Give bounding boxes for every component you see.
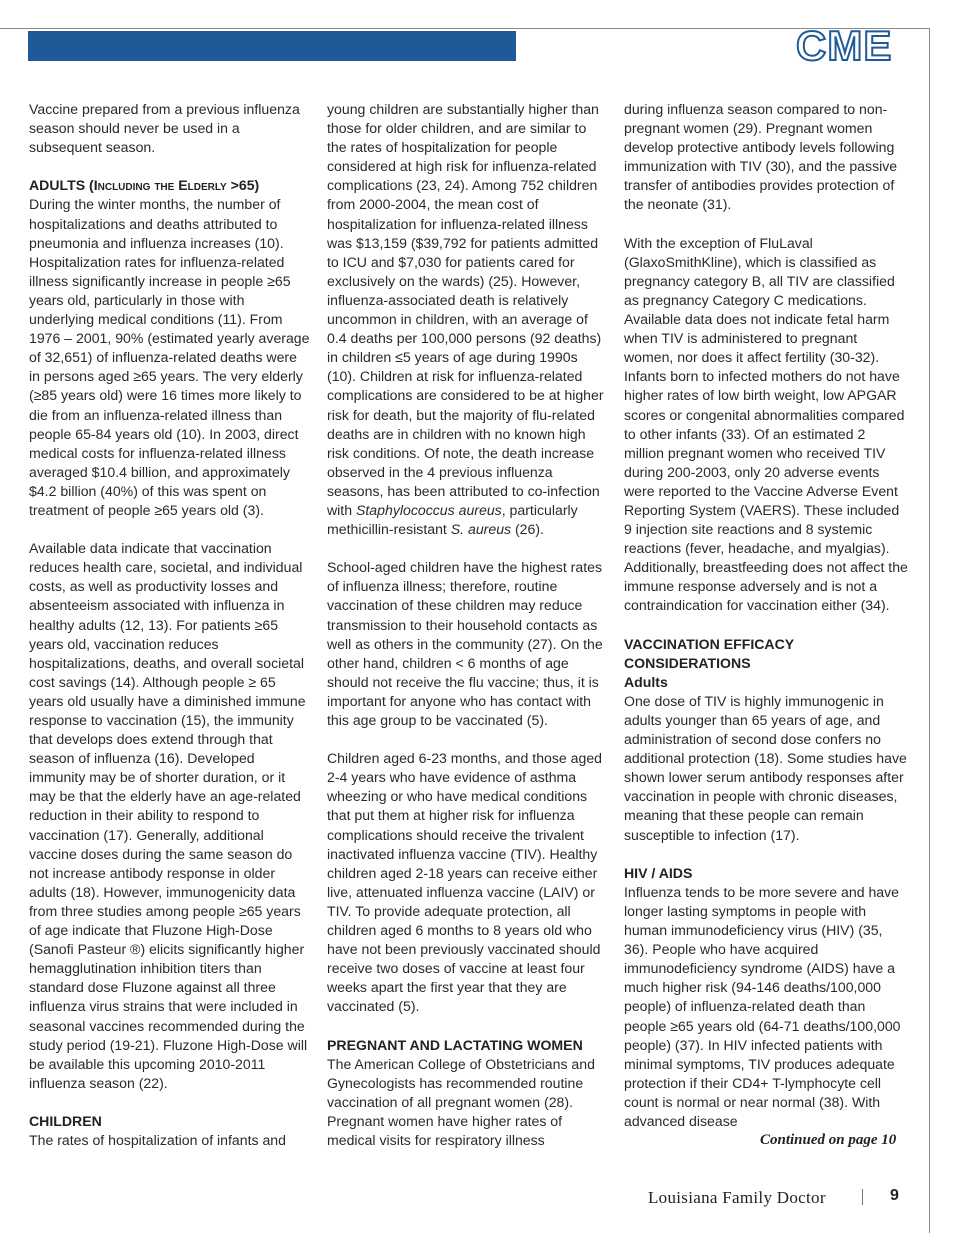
paragraph-children-start: The rates of hospitalization of infants and [29, 1132, 286, 1149]
column-1 [29, 100, 311, 1169]
column-3 [624, 100, 909, 1150]
paragraph-pregnant-start: The American College of Obstetricians and Gynecologists has recommended routine vaccination of all pregnant women (28). Pregnant women have higher rates of medical visits for respiratory illness [327, 1055, 595, 1149]
subheading-adults: Adults [624, 673, 668, 690]
right-margin-rule [929, 28, 930, 1233]
paragraph-children-aged: Children aged 6-23 months, and those aged 2-4 years who have evidence of asthma wheezing or who have medical conditions that put them at higher risk for influenza complications should receive the trivalent inactivated influenza vaccine (TIV). Healthy children aged 2-18 years can receive either live, attenuated influenza vaccine (LAIV) or TIV. To provide adequate protection, all children aged 6 months to 8 years old who have not been previously vaccinated should receive two doses of vaccine at least four weeks apart the first year that they are vaccinated (5). [327, 750, 603, 1015]
paragraph-intro: Vaccine prepared from a previous influenza season should never be used in a subsequent season. [29, 101, 300, 156]
paragraph-pregnant-cont: during influenza season compared to non-pregnant women (29). Pregnant women develop protective antibody levels following immunization with TIV (30), and the passive transfer of antibodies provides protection of the neonate (31). [624, 101, 898, 213]
heading-efficacy-line2: CONSIDERATIONS [624, 654, 751, 671]
subheading-hiv: HIV / AIDS [624, 864, 693, 881]
header-color-bar [28, 31, 516, 61]
paragraph-adults-2: Available data indicate that vaccination reduces health care, societal, and individual costs, as well as productivity losses and absenteeism associated with influenza in healthy adults (12, 13). For patients ≥65 years old, vaccination reduces hospitalizations, deaths, and overall societal cost savings (14). Although people ≥ 65 years old usually have a diminished immune response to vaccination (15), the immunity that develops does extend through that season of influenza (16). Developed immunity may be of shorter duration, or it may be that the elderly have an age-related reduction in their ability to respond to vaccination (17). Generally, additional vaccine doses during the same season do not increase antibody response in older adults (18). However, immunogenicity data from three studies among people ≥65 years of age indicate that Fluzone High-Dose (Sanofi Pasteur ®) elicits significantly higher hemagglutination inhibition titers than standard dose Fluzone against all three influenza virus strains that were included in seasonal vaccines recommended during the study period (19-21). Fluzone High-Dose will be available this upcoming 2010-2011 influenza season (22). [29, 540, 308, 1091]
page-number: 9 [890, 1187, 899, 1204]
column-2 [327, 100, 609, 1169]
cme-logo: CME [796, 22, 893, 69]
top-rule [0, 28, 930, 29]
paragraph-hiv: Influenza tends to be more severe and have longer lasting symptoms in people with human immunodeficiency virus (HIV) (35, 36). People who have acquired immunodeficiency syndrome (AIDS) have a much higher risk (94-146 deaths/100,000 people) of influenza-related death than people ≥65 years old (64-71 deaths/100,000 people) (37). In HIV infected patients with minimal symptoms, TIV produces adequate protection if their CD4+ T-lymphocyte cell count is normal or near normal (38). With advanced disease [624, 883, 901, 1129]
heading-children: CHILDREN [29, 1112, 102, 1129]
paragraph-adults-1: During the winter months, the number of hospitalizations and deaths attributed to pneumonia and influenza increases (10). Hospitalization rates for influenza-related illness significantly increase in people ≥65 years old, particularly in those with underlying medical conditions (11). From 1976 – 2001, 90% (estimated yearly average of 32,651) of influenza-related deaths were in persons aged ≥65 years. The very elderly (≥85 years old) were 16 times more likely to die from an influenza-related illness than people 65-84 years old (10). In 2003, direct medical costs for influenza-related illness averaged $10.4 billion, and approximately $4.2 billion (40%) of this was spent on treatment of people ≥65 years old (3). [29, 196, 310, 518]
footer-publication: Louisiana Family Doctor [648, 1188, 826, 1207]
paragraph-school-aged: School-aged children have the highest rates of influenza illness; therefore, routine vaccination of these children may reduce transmission to their household contacts as well as others in the community (27). On the other hand, children < 6 months of age should not receive the flu vaccine; thus, it is important for anyone who has contact with this age group to be vaccinated (5). [327, 559, 603, 728]
paragraph-children-cont: young children are substantially higher than those for older children, and are similar to the rates of hospitalization for people considered at high risk for influenza-related complications (23, 24). Among 752 children from 2000-2004, the mean cost of hospitalization for influenza-related illness was $13,159 ($39,792 for patients admitted to ICU and $7,030 for patients cared for exclusively on the wards) (25). However, influenza-associated death is relatively uncommon in children, with an average of 0.4 deaths per 100,000 persons (92 deaths) in children ≤5 years of age during 1990s (10). Children at risk for influenza-related complications are considered to be at higher risk for death, but the majority of flu-related deaths are in children with no known high risk conditions. Of note, the death increase observed in the 4 previous influenza seasons, has been attributed to co-infection with Staphylococcus aureus, particularly methicillin-resistant S. aureus (26). [327, 101, 604, 538]
paragraph-flulaval: With the exception of FluLaval (GlaxoSmithKline), which is classified as pregnancy category B, all TIV are classified as pregnancy Category C medications. Available data does not indicate fetal harm when TIV is administered to pregnant women, nor does it affect fertility (30-32). Infants born to infected mothers do not have higher rates of low birth weight, low APGAR scores or congenital abnormalities compared to other infants (33). Of an estimated 2 million pregnant women who received TIV during 200-2003, only 20 adverse events were reported to the Vaccine Adverse Event Reporting System (VAERS). These included 9 injection site reactions and 8 systemic reactions (fever, headache, and myalgias). Additionally, breastfeeding does not affect the immune response adversely and is not a contraindication for vaccination either (34). [624, 234, 908, 614]
continued-note: Continued on page 10 [760, 1132, 897, 1148]
heading-pregnant: PREGNANT AND LACTATING WOMEN [327, 1036, 583, 1053]
paragraph-efficacy: One dose of TIV is highly immunogenic in adults younger than 65 years of age, and administration of second dose confers no additional protection (18). Some studies have shown lower serum antibody responses after vaccination in people with chronic diseases, meaning that these people can remain susceptible to infection (17). [624, 692, 907, 843]
heading-adults: ADULTS (Including the Elderly >65) [29, 177, 260, 194]
heading-efficacy-line1: VACCINATION EFFICACY [624, 635, 795, 652]
footer-separator [862, 1189, 863, 1205]
